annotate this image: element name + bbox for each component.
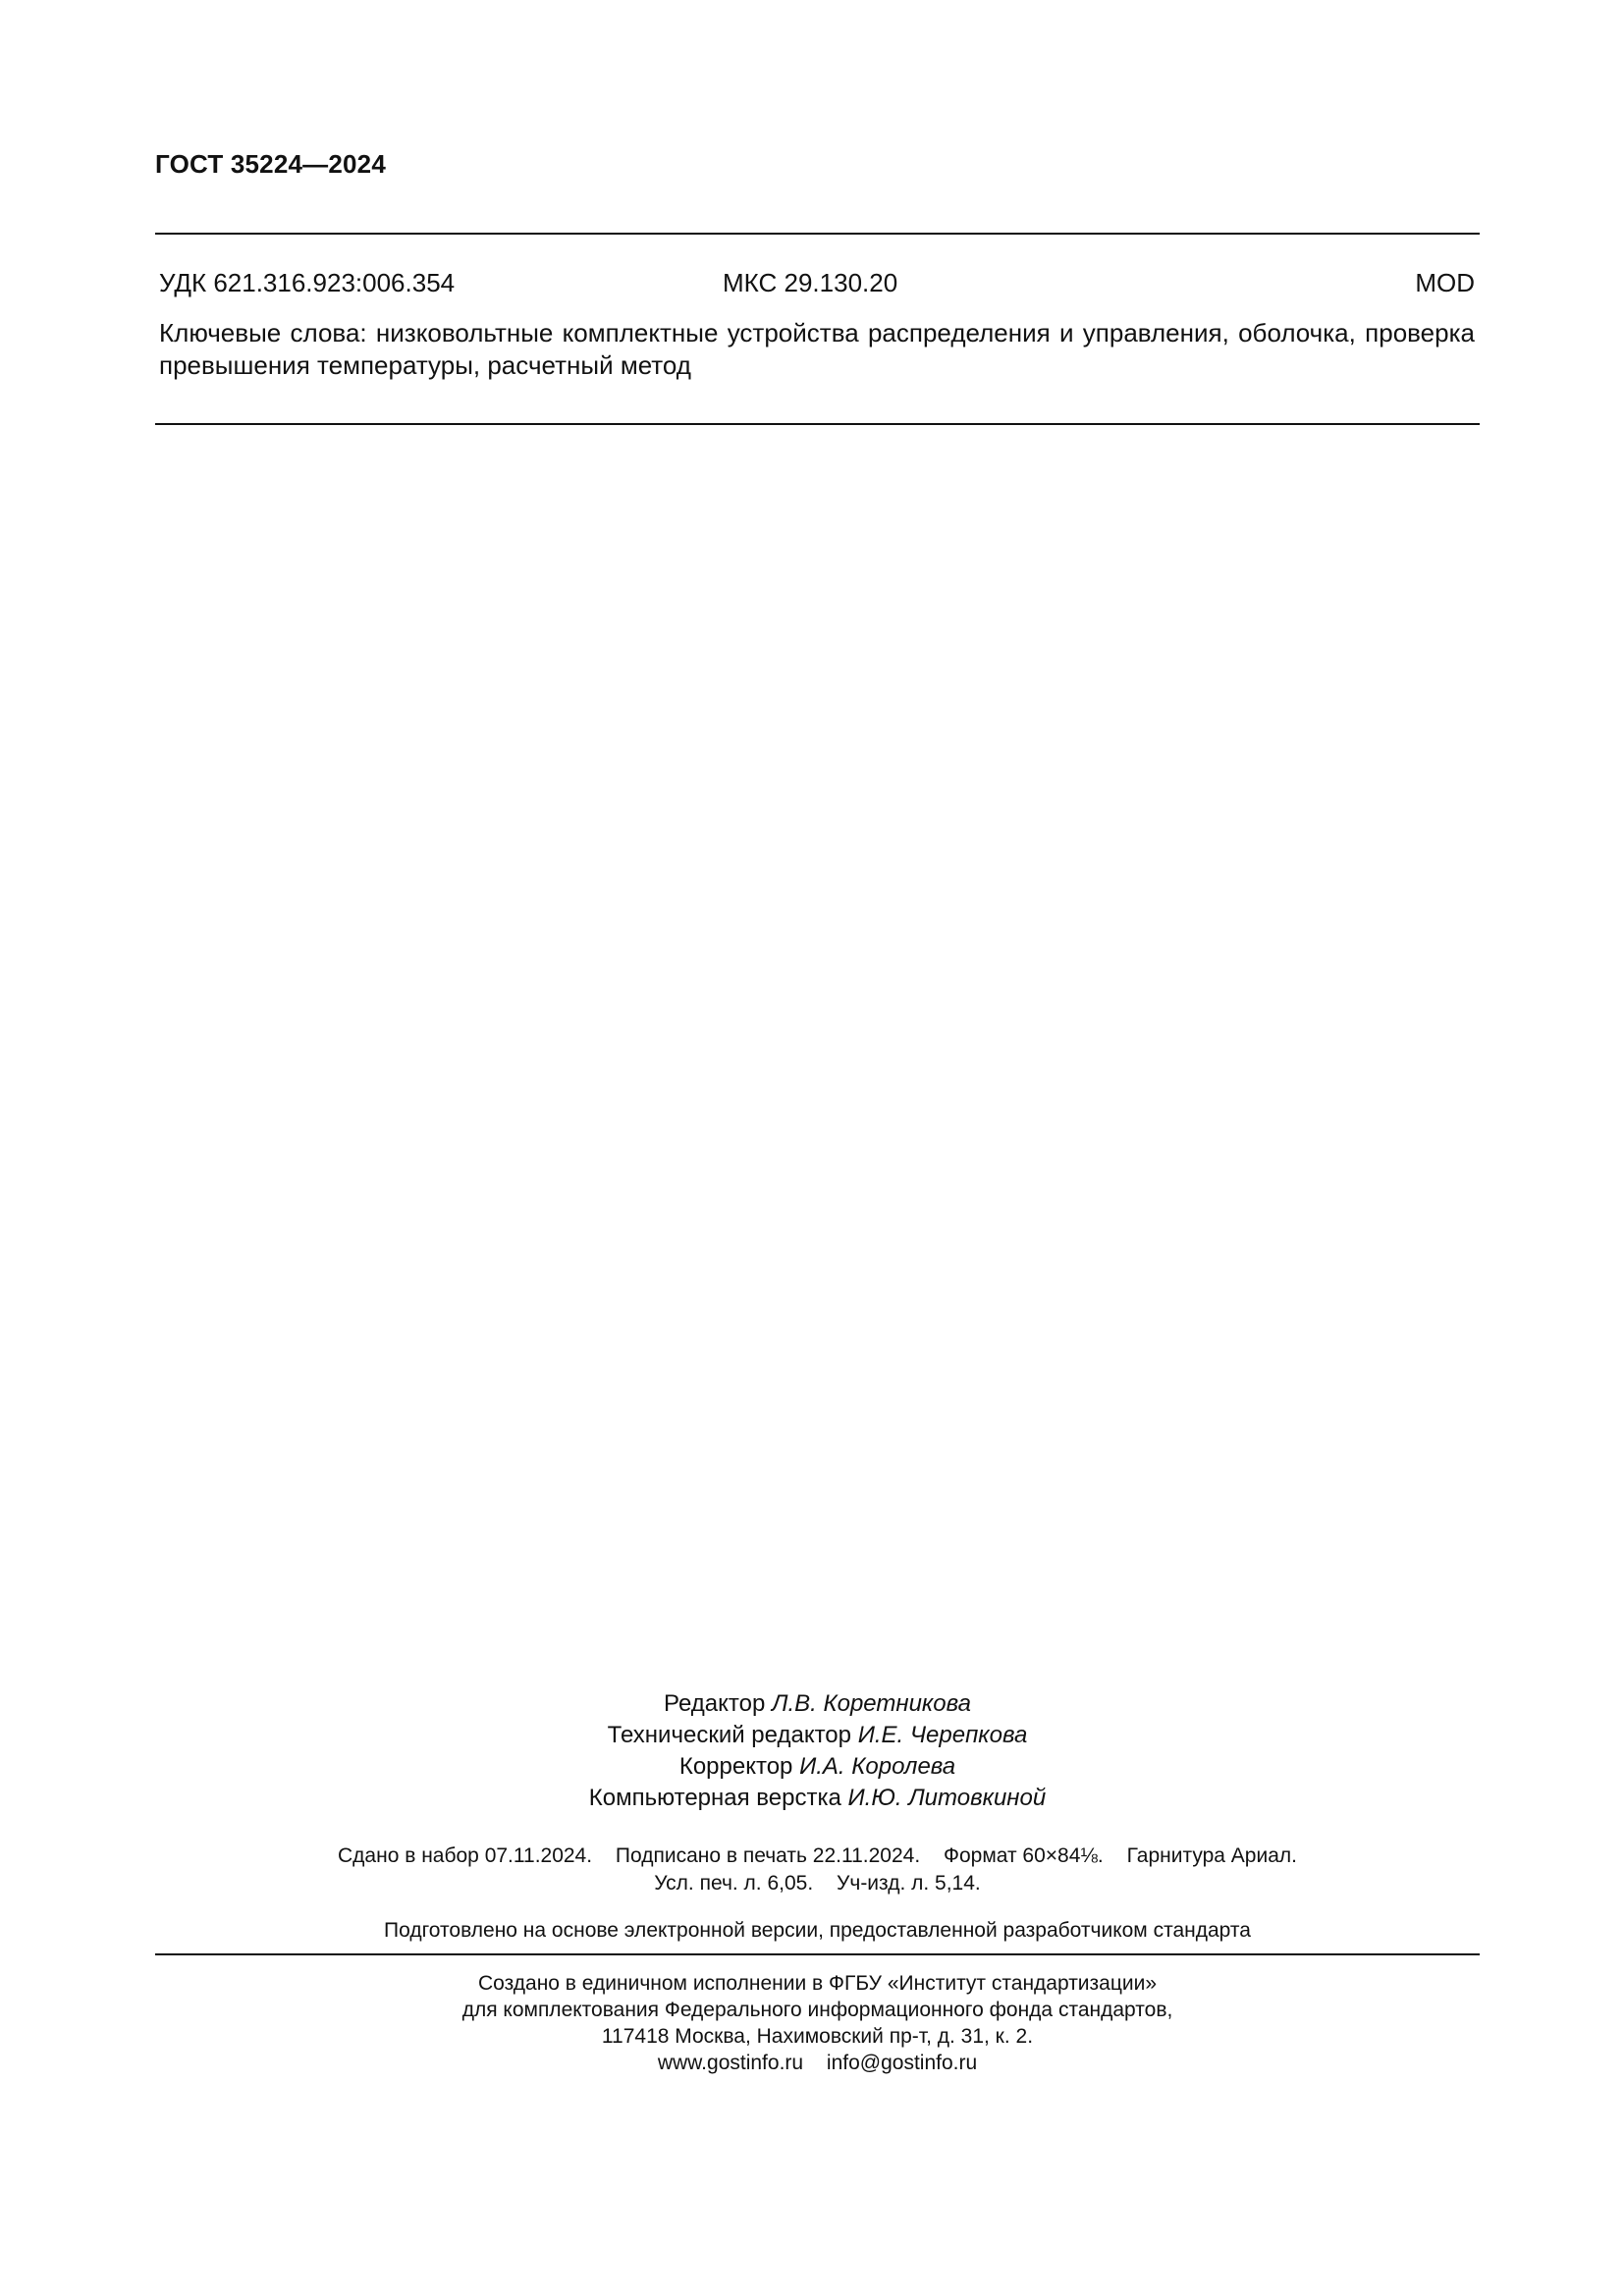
top-divider bbox=[155, 233, 1480, 235]
credit-name: И.Е. Черепкова bbox=[857, 1722, 1028, 1748]
classification-row bbox=[159, 268, 1475, 301]
credit-layout bbox=[155, 1783, 1480, 1814]
publisher-contacts bbox=[155, 2050, 1480, 2076]
credit-role: Технический редактор bbox=[607, 1722, 852, 1748]
print-info-line-2 bbox=[155, 1870, 1480, 1897]
print-info-block bbox=[155, 1842, 1480, 1897]
credit-name: И.А. Королева bbox=[799, 1753, 956, 1780]
paper-format: Формат 60×84⅛. bbox=[944, 1844, 1104, 1867]
credit-tech-editor bbox=[155, 1720, 1480, 1751]
typeface: Гарнитура Ариал. bbox=[1126, 1844, 1297, 1867]
mks-code: МКС 29.130.20 bbox=[723, 268, 898, 297]
publisher-block bbox=[155, 1970, 1480, 2076]
print-info-line-1 bbox=[155, 1842, 1480, 1870]
credit-editor bbox=[155, 1688, 1480, 1720]
publisher-address: 117418 Москва, Нахимовский пр-т, д. 31, к. 2. bbox=[601, 2025, 1034, 2048]
signed-date: Подписано в печать 22.11.2024. bbox=[615, 1844, 921, 1867]
submitted-date: Сдано в набор 07.11.2024. bbox=[338, 1844, 593, 1867]
publisher-line-1: Создано в единичном исполнении в ФГБУ «Институт стандартизации» bbox=[477, 1972, 1158, 1995]
credits-block bbox=[155, 1688, 1480, 1814]
publisher-line-2: для комплектования Федерального информационного фонда стандартов, bbox=[461, 1999, 1173, 2021]
credit-name: Л.В. Коретникова bbox=[772, 1690, 971, 1717]
credit-role: Корректор bbox=[678, 1753, 793, 1780]
bottom-divider bbox=[155, 1953, 1480, 1955]
keywords-divider bbox=[155, 423, 1480, 425]
mod-marker: MOD bbox=[1415, 268, 1475, 297]
document-title: ГОСТ 35224—2024 bbox=[155, 149, 386, 179]
prepared-note: Подготовлено на основе электронной версии, предоставленной разработчиком стандарта bbox=[384, 1919, 1251, 1942]
credit-proofreader bbox=[155, 1751, 1480, 1783]
credit-role: Редактор bbox=[664, 1690, 766, 1717]
website-link[interactable]: www.gostinfo.ru bbox=[657, 2052, 804, 2074]
keywords-paragraph: Ключевые слова: низковольтные комплектные устройства распределения и управления, оболочка, проверка превышения температуры, расчетный метод bbox=[159, 318, 1475, 380]
credit-name: И.Ю. Литовкиной bbox=[847, 1785, 1047, 1811]
email-link[interactable]: info@gostinfo.ru bbox=[826, 2052, 978, 2074]
udk-code: УДК 621.316.923:006.354 bbox=[159, 268, 456, 297]
print-sheets: Усл. печ. л. 6,05. bbox=[654, 1872, 814, 1895]
edition-sheets: Уч-изд. л. 5,14. bbox=[837, 1872, 981, 1895]
credit-role: Компьютерная верстка bbox=[588, 1785, 841, 1811]
